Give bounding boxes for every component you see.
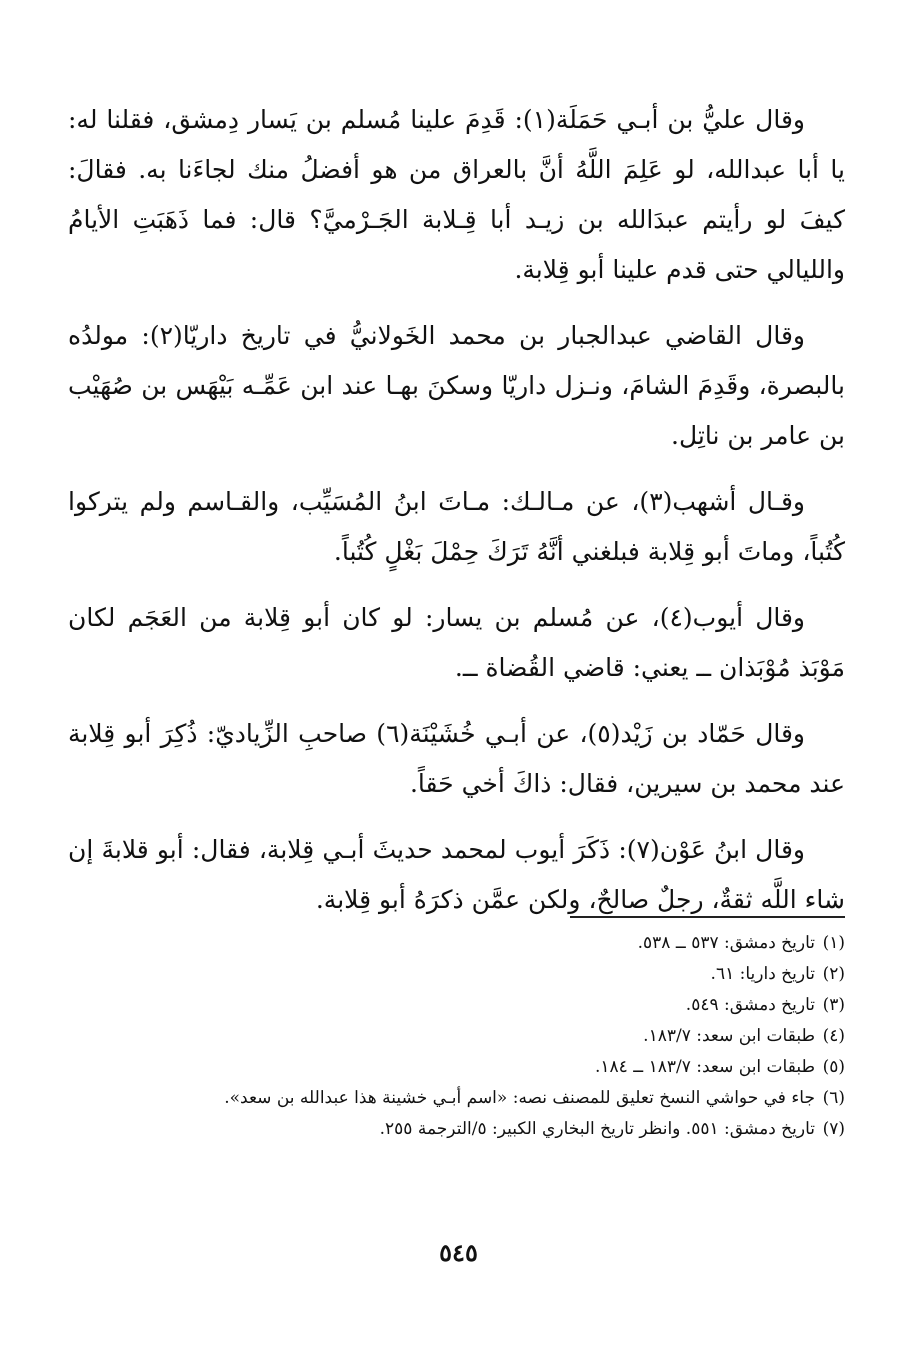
footnote-text: تاريخ دمشق: ٥٥١. وانظر تاريخ البخاري الكبير: ٥/الترجمة ٢٥٥.	[379, 1119, 815, 1139]
footnote-3	[66, 990, 845, 1021]
footnote-text: طبقات ابن سعد: ١٨٣/٧.	[643, 1026, 815, 1046]
footnote-number: (١)	[822, 933, 845, 953]
paragraph-ali-ibn-abi-hamala: وقال عليُّ بن أبـي حَمَلَة(١): قَدِمَ علينا مُسلم بن يَسار دِمشق، فقلنا له: يا أبا عبدالله، لو عَلِمَ اللَّهُ أنَّ بالعراق من هو أفضلُ منك لجاءَنا به. فقالَ: كيفَ لو رأيتم عبدَالله بن زيـد أبا قِـلابة الجَـرْميَّ؟ قال: فما ذَهَبَتِ الأيامُ والليالي حتى قدم علينا أبو قِلابة.	[68, 105, 845, 284]
footnote-text: تاريخ داريا: ٦١.	[710, 964, 815, 984]
footnote-1	[66, 928, 845, 959]
paragraph-ayyub: وقال أيوب(٤)، عن مُسلم بن يسار: لو كان أبو قِلابة من العَجَم لكان مَوْبَذ مُوْبَذان ــ يعني: قاضي القُضاة ــ.	[68, 603, 845, 682]
footnote-2	[66, 959, 845, 990]
footnote-number: (٧)	[822, 1119, 845, 1139]
footnote-number: (٢)	[822, 964, 845, 984]
footnote-4	[66, 1021, 845, 1052]
footnote-text: طبقات ابن سعد: ١٨٣/٧ ــ ١٨٤.	[594, 1057, 815, 1077]
footnote-number: (٦)	[822, 1088, 845, 1108]
paragraph-qadi-abduljabbar: وقال القاضي عبدالجبار بن محمد الخَولانيُّ في تاريخ داريّا(٢): مولدُه بالبصرة، وقَدِمَ الشامَ، ونـزل داريّا وسكنَ بهـا عند ابن عَمِّـه بَيْهَس بن صُهَيْب بن عامر بن ناتِل.	[68, 321, 845, 450]
footnotes-list	[66, 928, 845, 1145]
footnote-number: (٤)	[822, 1026, 845, 1046]
footnote-text: تاريخ دمشق: ٥٣٧ ــ ٥٣٨.	[637, 933, 815, 953]
footnote-number: (٣)	[822, 995, 845, 1015]
footnote-text: جاء في حواشي النسخ تعليق للمصنف نصه: «اسم أبـي خشينة هذا عبدالله بن سعد».	[224, 1088, 815, 1108]
paragraph-ashhab: وقـال أشهب(٣)، عن مـالـك: مـاتَ ابنُ المُسَيِّب، والقـاسم ولم يتركوا كُتُباً، وماتَ أبو قِلابة فبلغني أنَّهُ تَرَكَ حِمْلَ بَغْلٍ كُتُباً.	[68, 487, 845, 566]
footnote-5	[66, 1052, 845, 1083]
footnote-number: (٥)	[822, 1057, 845, 1077]
footnote-7	[66, 1114, 845, 1145]
paragraph-hammad-ibn-zayd: وقال حَمّاد بن زَيْد(٥)، عن أبـي خُشَيْنَة(٦) صاحبِ الزِّياديّ: ذُكِرَ أبو قِلابة عند محمد بن سيرين، فقال: ذاكَ أخي حَقاً.	[68, 719, 845, 798]
footnote-separator	[570, 916, 845, 918]
footnote-text: تاريخ دمشق: ٥٤٩.	[685, 995, 815, 1015]
page-number: ٥٤٥	[439, 1238, 478, 1267]
paragraph-ibn-awn: وقال ابنُ عَوْن(٧): ذَكَرَ أيوب لمحمد حديثَ أبـي قِلابة، فقال: أبو قلابةَ إن شاء اللَّه ثقةٌ، رجلٌ صالحٌ، ولكن عمَّن ذكرَهُ أبو قِلابة.	[68, 835, 845, 914]
footnote-6	[66, 1083, 845, 1114]
main-text-body	[68, 95, 845, 941]
